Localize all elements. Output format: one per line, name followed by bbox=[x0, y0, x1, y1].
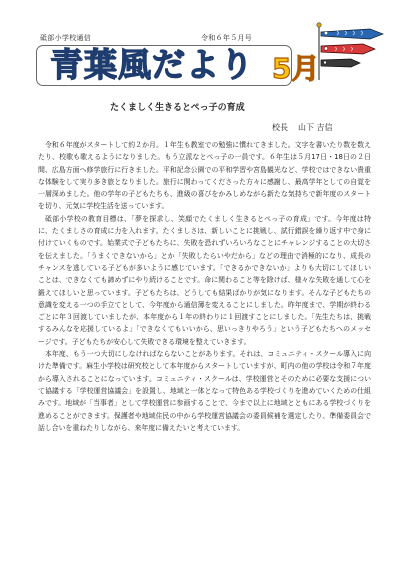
paragraph: 砥部小学校の教育目標は、「夢を探求し、笑顔でたくましく生きるとぺっ子の育成」です。今年度は特に、たくましさの育成に力を入れます。たくましさは、新しいことに挑戦し、試行錯誤を繰り返す中で身に付けていくものです。始業式で子どもたちに、失敗を恐れずいろいろなことにチャレンジすることの大切さを伝えました。「うまくできないから」とか「失敗したらいやだから」などの理由で消極的になり、成長のチャンスを逃している子どもが多いように感じています。「できるかできないか」よりも大切にしてほしいことは、できなくても諦めずにやり続けることです。命に関わること等を除けば、様々な失敗を通して心を鍛えてほしいと思っています。子どもたちは、どうしても結果ばかりが気になります。そんな子どもたちの意識を変える一つの手立てとして、今年度から通信簿を変えることにしました。昨年度まで、学期が終わるごとに年３回渡していましたが、本年度から１年の終わりに１回渡すことにしました。「先生たちは、挑戦するみんなを応援しているよ」「できなくてもいいから、思いっきりやろう」という子どもたちへのメッセージです。子どもたちが安心して失敗できる環境を整えていきます。 bbox=[38, 214, 371, 346]
author-name: 山下 吉信 bbox=[298, 123, 333, 132]
koinobori-icon bbox=[315, 22, 387, 82]
author-role: 校長 bbox=[272, 123, 288, 132]
newsletter-title: 青葉風だより bbox=[50, 45, 254, 84]
paragraph: 本年度、もう一つ大切にしなければならないことがあります。それは、コミュニティ・スクール導入に向けた準備です。麻生小学校は研究校として本年度からスタートしていますが、町内の他の学校は令和７年度から導入されることになっています。コミュニティ・スクールは、学校運営とそのために必要な支援について協議する「学校運営協議会」を設置し、地域と一体となって特色ある学校づくりを進めていくための仕組みです。地域が「当事者」として学校運営に参画することで、今まで以上に地域とともにある学校づくりを進めることができます。保護者や地域住民の中から学校運営協議会の委員候補を選定したり、準備委員会で話し合いを重ねたりしながら、来年度に備えたいと考えています。 bbox=[38, 350, 371, 432]
author-line bbox=[272, 122, 343, 133]
school-name: 砥部小学校通信 bbox=[40, 34, 92, 42]
issue-date: 令和６年５月号 bbox=[201, 34, 253, 42]
article-headline: たくましく生きるとぺっ子の育成 bbox=[110, 103, 245, 113]
paragraph: 令和６年度がスタートして約２か月。１年生も教室での勉強に慣れてきました。文字を書いたり数を数えたり、校歌も歌えるようになりました。もう立派なとぺっ子の一員です。６年生は５月17日・18日の２日間、広島方面へ修学旅行に行きました。平和記念公園での平和学習や宮島観光など、学校ではできない貴重な体験をして実り多き旅となりました。旅行に関わってくださった方々に感謝し、最高学年としての自覚を一層深めました。他の学年の子どもたちも、進級の喜びをかみしめながら新たな気持ちで新年度のスタートを切り、元気に学校生活を送っています。 bbox=[38, 141, 371, 211]
month-label: 5月 bbox=[272, 52, 320, 85]
article-body bbox=[38, 139, 371, 434]
